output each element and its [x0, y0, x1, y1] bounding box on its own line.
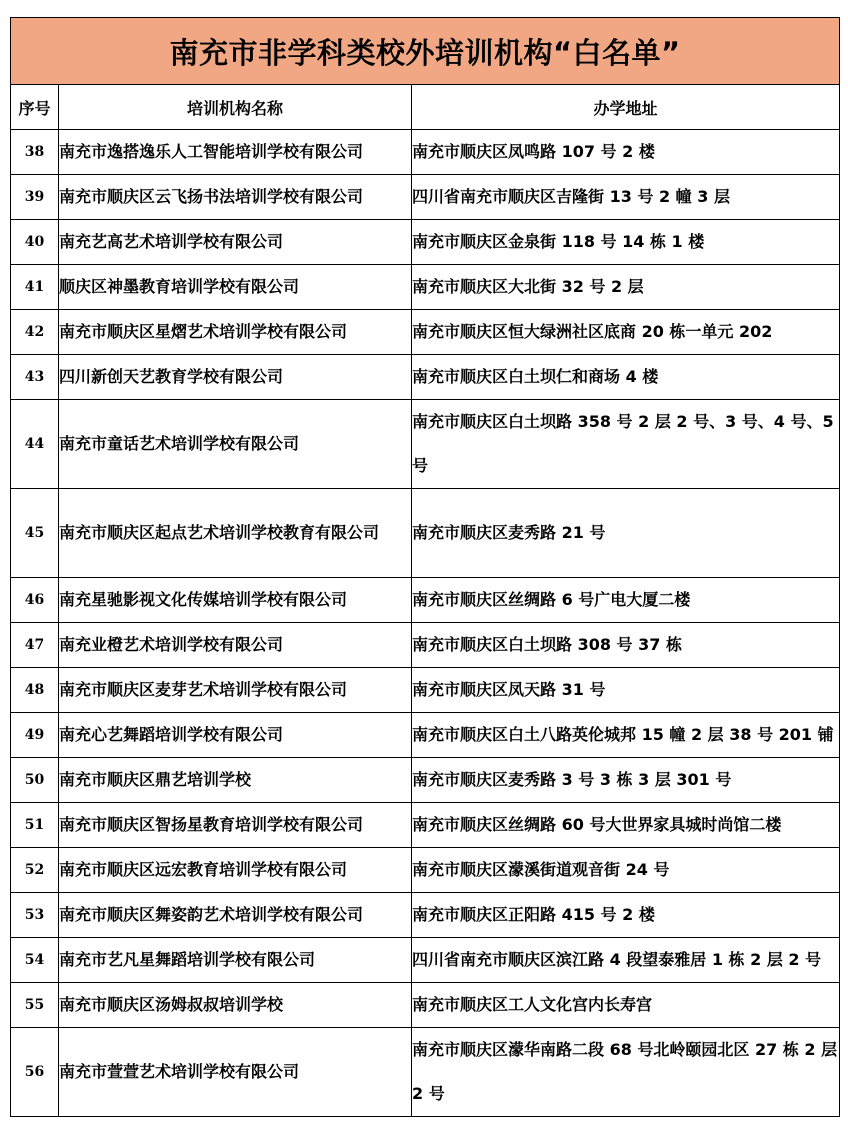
row-number: 51 [11, 803, 59, 848]
institution-address: 南充市顺庆区凤鸣路 107 号 2 楼 [412, 130, 840, 175]
institution-address: 南充市顺庆区濛华南路二段 68 号北岭颐园北区 27 栋 2 层 2 号 [412, 1028, 840, 1117]
institution-name: 南充市顺庆区云飞扬书法培训学校有限公司 [59, 175, 412, 220]
row-number: 38 [11, 130, 59, 175]
institution-address: 四川省南充市顺庆区滨江路 4 段望泰雅居 1 栋 2 层 2 号 [412, 938, 840, 983]
institution-name: 南充市逸搭逸乐人工智能培训学校有限公司 [59, 130, 412, 175]
table-row [11, 489, 840, 578]
row-number: 54 [11, 938, 59, 983]
table-row [11, 578, 840, 623]
institution-name: 南充市顺庆区智扬星教育培训学校有限公司 [59, 803, 412, 848]
header-serial-number: 序号 [11, 85, 59, 130]
institution-address: 四川省南充市顺庆区吉隆街 13 号 2 幢 3 层 [412, 175, 840, 220]
table-row [11, 1028, 840, 1117]
institution-name: 南充市顺庆区麦芽艺术培训学校有限公司 [59, 668, 412, 713]
row-number: 44 [11, 400, 59, 489]
institution-name: 南充市萱萱艺术培训学校有限公司 [59, 1028, 412, 1117]
institution-address: 南充市顺庆区白土坝仁和商场 4 楼 [412, 355, 840, 400]
table-row [11, 983, 840, 1028]
row-number: 46 [11, 578, 59, 623]
institution-name: 南充市顺庆区星熠艺术培训学校有限公司 [59, 310, 412, 355]
row-number: 47 [11, 623, 59, 668]
row-number: 43 [11, 355, 59, 400]
institution-name: 四川新创天艺教育学校有限公司 [59, 355, 412, 400]
institution-name: 南充市顺庆区鼎艺培训学校 [59, 758, 412, 803]
institution-address: 南充市顺庆区凤天路 31 号 [412, 668, 840, 713]
row-number: 42 [11, 310, 59, 355]
institution-name: 南充市童话艺术培训学校有限公司 [59, 400, 412, 489]
row-number: 41 [11, 265, 59, 310]
table-row [11, 130, 840, 175]
table-row [11, 400, 840, 489]
institution-address: 南充市顺庆区白土坝路 308 号 37 栋 [412, 623, 840, 668]
institution-name: 南充市顺庆区舞姿韵艺术培训学校有限公司 [59, 893, 412, 938]
table-row [11, 938, 840, 983]
institution-address: 南充市顺庆区白土八路英伦城邦 15 幢 2 层 38 号 201 铺 [412, 713, 840, 758]
row-number: 56 [11, 1028, 59, 1117]
institution-address: 南充市顺庆区麦秀路 3 号 3 栋 3 层 301 号 [412, 758, 840, 803]
document-title: 南充市非学科类校外培训机构“白名单” [11, 18, 840, 85]
institution-name: 南充业橙艺术培训学校有限公司 [59, 623, 412, 668]
row-number: 55 [11, 983, 59, 1028]
table-row [11, 893, 840, 938]
table-row [11, 310, 840, 355]
row-number: 52 [11, 848, 59, 893]
institution-name: 南充市顺庆区远宏教育培训学校有限公司 [59, 848, 412, 893]
institution-address: 南充市顺庆区白土坝路 358 号 2 层 2 号、3 号、4 号、5 号 [412, 400, 840, 489]
institution-address: 南充市顺庆区工人文化宫内长寿宫 [412, 983, 840, 1028]
institution-address: 南充市顺庆区金泉街 118 号 14 栋 1 楼 [412, 220, 840, 265]
institution-address: 南充市顺庆区大北街 32 号 2 层 [412, 265, 840, 310]
institution-name: 南充心艺舞蹈培训学校有限公司 [59, 713, 412, 758]
row-number: 45 [11, 489, 59, 578]
row-number: 50 [11, 758, 59, 803]
institution-address: 南充市顺庆区麦秀路 21 号 [412, 489, 840, 578]
table-row [11, 355, 840, 400]
institution-address: 南充市顺庆区丝绸路 6 号广电大厦二楼 [412, 578, 840, 623]
institution-name: 南充市顺庆区汤姆叔叔培训学校 [59, 983, 412, 1028]
table-row [11, 623, 840, 668]
institution-name: 顺庆区神墨教育培训学校有限公司 [59, 265, 412, 310]
institution-name: 南充市艺凡星舞蹈培训学校有限公司 [59, 938, 412, 983]
institution-address: 南充市顺庆区丝绸路 60 号大世界家具城时尚馆二楼 [412, 803, 840, 848]
header-address: 办学地址 [412, 85, 840, 130]
row-number: 39 [11, 175, 59, 220]
table-row [11, 265, 840, 310]
row-number: 53 [11, 893, 59, 938]
table-row [11, 803, 840, 848]
table-body [11, 130, 840, 1117]
header-institution-name: 培训机构名称 [59, 85, 412, 130]
table-row [11, 668, 840, 713]
institution-name: 南充艺高艺术培训学校有限公司 [59, 220, 412, 265]
whitelist-table [10, 17, 840, 1117]
table-row [11, 220, 840, 265]
table-row [11, 758, 840, 803]
row-number: 40 [11, 220, 59, 265]
institution-address: 南充市顺庆区濛溪街道观音街 24 号 [412, 848, 840, 893]
table-row [11, 848, 840, 893]
institution-address: 南充市顺庆区恒大绿洲社区底商 20 栋一单元 202 [412, 310, 840, 355]
institution-name: 南充星驰影视文化传媒培训学校有限公司 [59, 578, 412, 623]
table-row [11, 175, 840, 220]
institution-name: 南充市顺庆区起点艺术培训学校教育有限公司 [59, 489, 412, 578]
row-number: 48 [11, 668, 59, 713]
row-number: 49 [11, 713, 59, 758]
table-row [11, 713, 840, 758]
institution-address: 南充市顺庆区正阳路 415 号 2 楼 [412, 893, 840, 938]
